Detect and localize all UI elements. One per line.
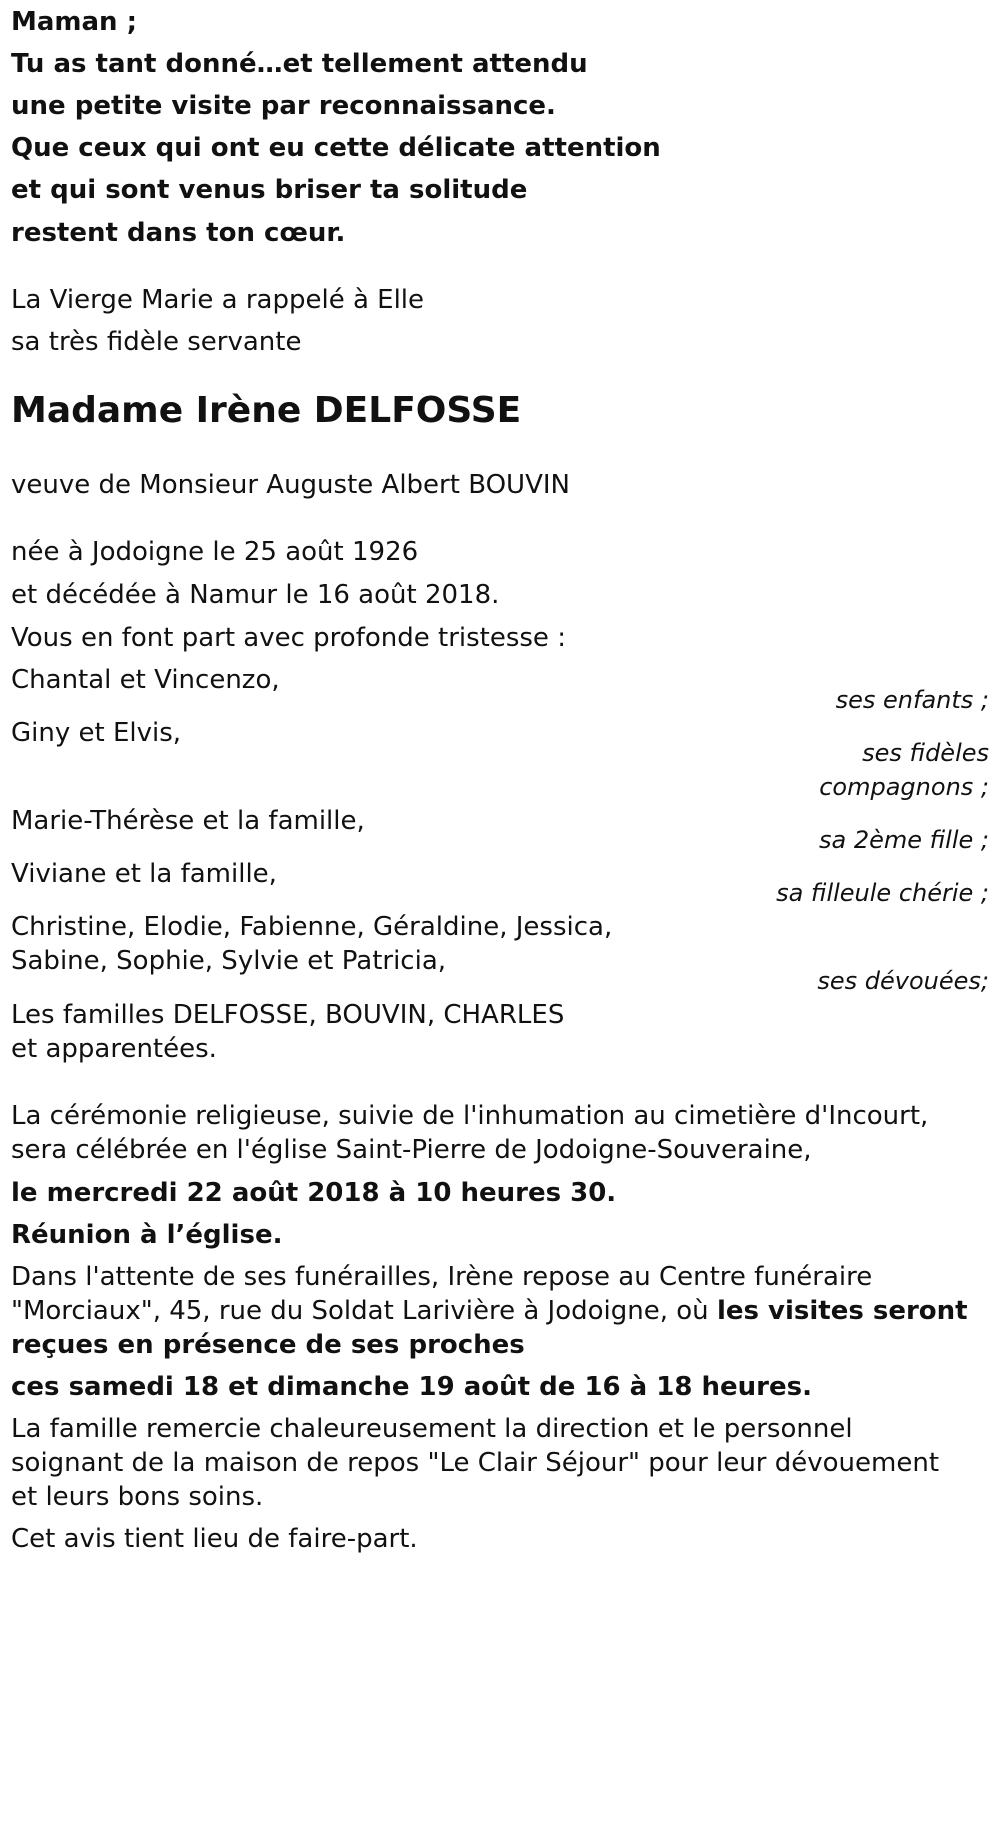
family-names: et apparentées. [11,1034,217,1064]
family-role: compagnons ; [819,773,989,801]
intro-line: sa très fidèle servante [11,327,302,357]
visits-schedule: ces samedi 18 et dimanche 19 août de 16 à 18 heures. [11,1372,812,1402]
family-names: Viviane et la famille, [11,859,277,889]
closing-line: Cet avis tient lieu de faire-part. [11,1524,418,1554]
family-role: ses dévouées; [817,967,989,995]
thanks-line: La famille remercie chaleureusement la direction et le personnel [11,1414,853,1444]
announcement-line: Vous en font part avec profonde tristesse : [11,623,566,653]
family-role: ses enfants ; [835,686,989,714]
visits-line-bold: les visites seront [716,1296,968,1326]
family-names: Sabine, Sophie, Sylvie et Patricia, [11,946,447,976]
poem-line: Que ceux qui ont eu cette délicate attention [11,133,661,163]
visits-line: reçues en présence de ses proches [11,1330,525,1360]
family-names: Marie-Thérèse et la famille, [11,806,365,836]
spouse-line: veuve de Monsieur Auguste Albert BOUVIN [11,470,570,500]
visits-line: Dans l'attente de ses funérailles, Irène repose au Centre funéraire [11,1262,873,1292]
death-line: et décédée à Namur le 16 août 2018. [11,580,500,610]
intro-line: La Vierge Marie a rappelé à Elle [11,285,425,315]
ceremony-line: La cérémonie religieuse, suivie de l'inhumation au cimetière d'Incourt, [11,1101,929,1131]
ceremony-line: sera célébrée en l'église Saint-Pierre de Jodoigne-Souveraine, [11,1135,812,1165]
poem-line: Tu as tant donné…et tellement attendu [11,49,588,79]
poem-line: et qui sont venus briser ta solitude [11,175,528,205]
poem-line: une petite visite par reconnaissance. [11,91,556,121]
family-role: ses fidèles [862,739,989,767]
family-names: Les familles DELFOSSE, BOUVIN, CHARLES [11,1000,565,1030]
poem-line: restent dans ton cœur. [11,218,346,248]
poem-line: Maman ; [11,7,138,37]
ceremony-meeting: Réunion à l’église. [11,1220,283,1250]
family-names: Chantal et Vincenzo, [11,665,280,695]
family-role: sa 2ème fille ; [819,826,989,854]
family-names: Christine, Elodie, Fabienne, Géraldine, Jessica, [11,912,613,942]
deceased-name: Madame Irène DELFOSSE [11,390,522,431]
ceremony-datetime: le mercredi 22 août 2018 à 10 heures 30. [11,1178,617,1208]
visits-line-normal: "Morciaux", 45, rue du Soldat Larivière à Jodoigne, où [11,1296,717,1326]
thanks-line: et leurs bons soins. [11,1482,264,1512]
family-names: Giny et Elvis, [11,718,182,748]
family-role: sa filleule chérie ; [776,879,989,907]
birth-line: née à Jodoigne le 25 août 1926 [11,537,419,567]
thanks-line: soignant de la maison de repos "Le Clair Séjour" pour leur dévouement [11,1448,940,1478]
